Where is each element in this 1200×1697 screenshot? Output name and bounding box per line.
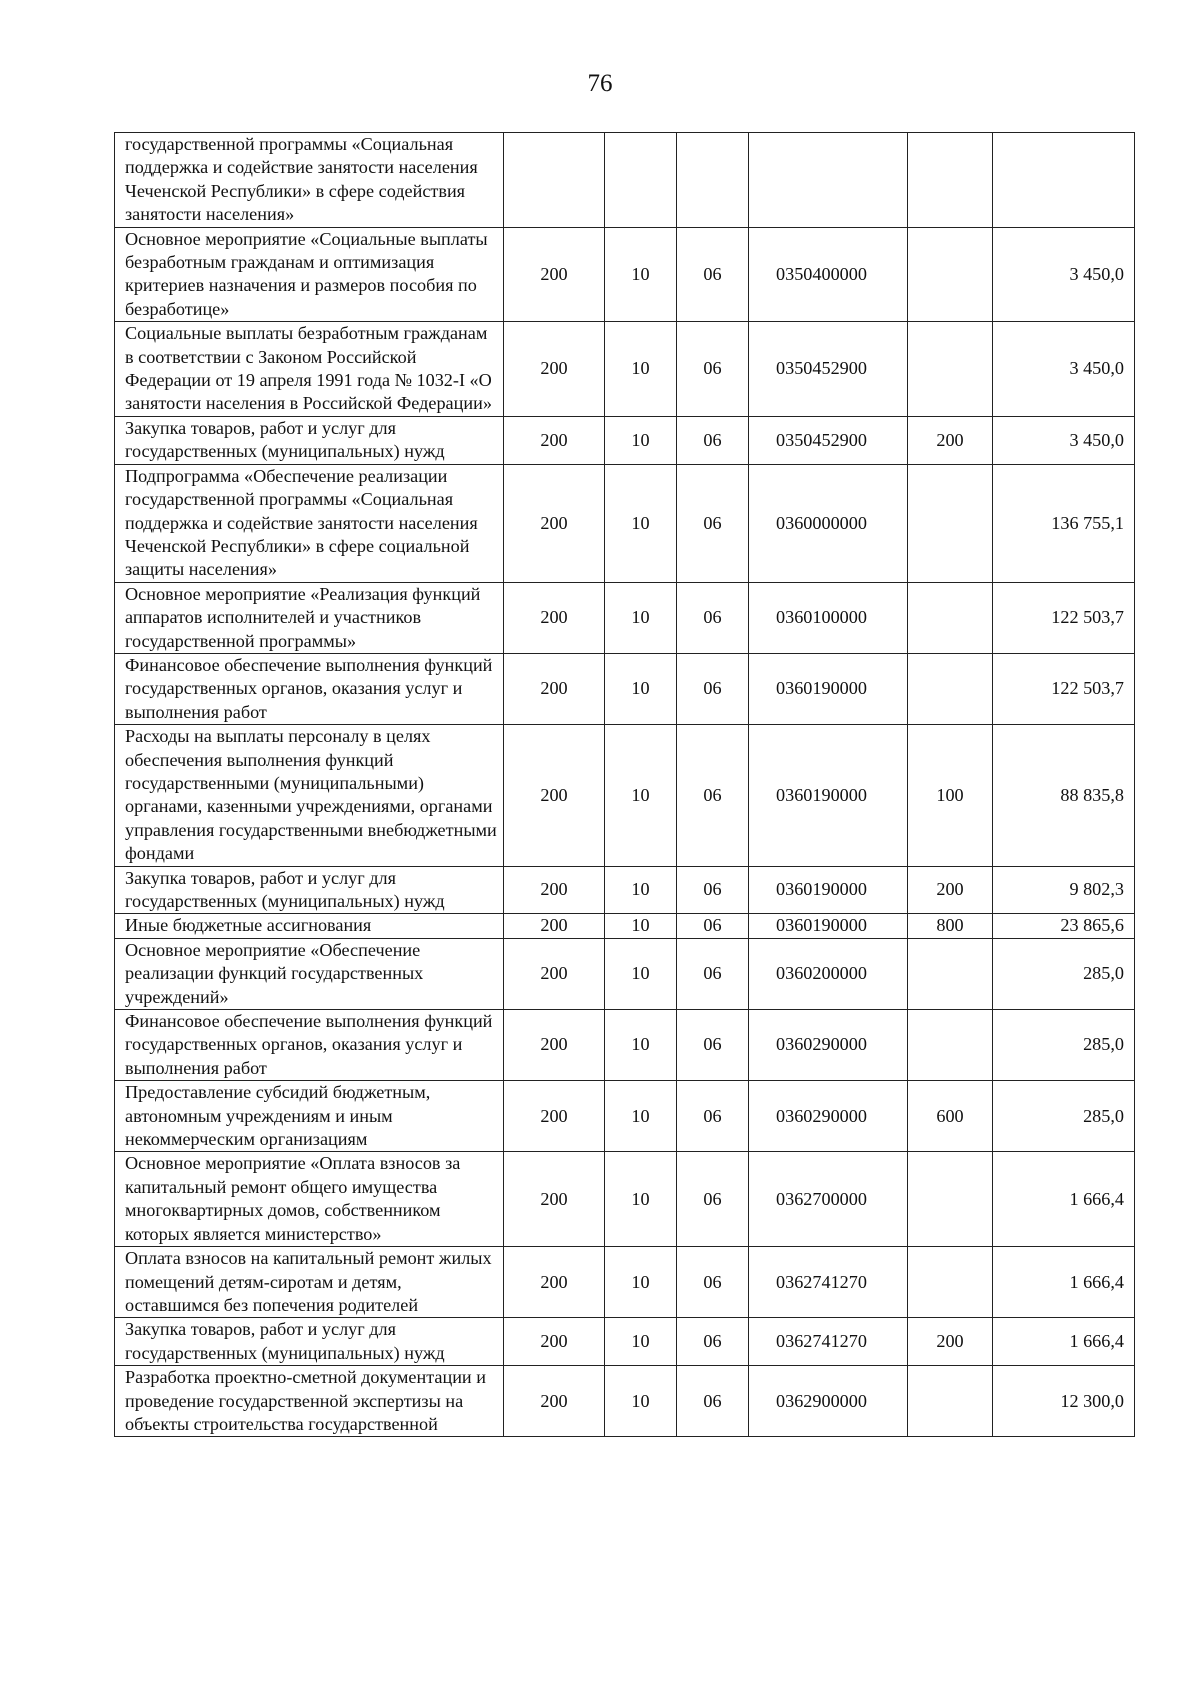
- target-article-cell: 0350400000: [749, 227, 908, 322]
- ministry-code-cell: 200: [504, 322, 605, 417]
- ministry-code-cell: 200: [504, 582, 605, 653]
- ministry-code-cell: 200: [504, 416, 605, 464]
- row-name-cell: Расходы на выплаты персоналу в целях обеспечения выполнения функций государственными (муниципальными) органами, казенными учреждениями, органами управления государственными внебюджетными фондами: [115, 725, 504, 866]
- amount-cell: 122 503,7: [993, 582, 1135, 653]
- target-article-cell: 0360290000: [749, 1081, 908, 1152]
- ministry-code-cell: 200: [504, 1152, 605, 1247]
- section-code-cell: 10: [605, 416, 677, 464]
- amount-cell: 136 755,1: [993, 464, 1135, 582]
- subsection-code-cell: [677, 133, 749, 228]
- amount-cell: 1 666,4: [993, 1152, 1135, 1247]
- expense-type-cell: 600: [908, 1081, 993, 1152]
- amount-cell: 285,0: [993, 1081, 1135, 1152]
- section-code-cell: 10: [605, 464, 677, 582]
- page-number: 76: [587, 70, 613, 97]
- target-article-cell: 0350452900: [749, 322, 908, 417]
- table-row: [115, 1152, 1135, 1247]
- row-name-cell: Финансовое обеспечение выполнения функций государственных органов, оказания услуг и выполнения работ: [115, 1010, 504, 1081]
- amount-cell: 12 300,0: [993, 1366, 1135, 1437]
- ministry-code-cell: 200: [504, 227, 605, 322]
- row-name-cell: Основное мероприятие «Социальные выплаты безработным гражданам и оптимизация критериев назначения и размеров пособия по безработице»: [115, 227, 504, 322]
- ministry-code-cell: 200: [504, 1366, 605, 1437]
- section-code-cell: 10: [605, 1010, 677, 1081]
- subsection-code-cell: 06: [677, 322, 749, 417]
- table-row: [115, 1247, 1135, 1318]
- subsection-code-cell: 06: [677, 653, 749, 724]
- ministry-code-cell: 200: [504, 725, 605, 866]
- table-row: [115, 133, 1135, 228]
- expense-type-cell: [908, 1247, 993, 1318]
- ministry-code-cell: [504, 133, 605, 228]
- amount-cell: 285,0: [993, 938, 1135, 1009]
- expense-type-cell: [908, 582, 993, 653]
- row-name-cell: Закупка товаров, работ и услуг для государственных (муниципальных) нужд: [115, 416, 504, 464]
- table-row: [115, 653, 1135, 724]
- row-name-cell: государственной программы «Социальная поддержка и содействие занятости населения Чеченской Республики» в сфере содействия занятости населения»: [115, 133, 504, 228]
- expense-type-cell: 200: [908, 416, 993, 464]
- target-article-cell: [749, 133, 908, 228]
- section-code-cell: 10: [605, 582, 677, 653]
- amount-cell: 23 865,6: [993, 914, 1135, 938]
- amount-cell: 88 835,8: [993, 725, 1135, 866]
- target-article-cell: 0350452900: [749, 416, 908, 464]
- subsection-code-cell: 06: [677, 1010, 749, 1081]
- table-row: [115, 725, 1135, 866]
- subsection-code-cell: 06: [677, 227, 749, 322]
- table-row: [115, 1366, 1135, 1437]
- subsection-code-cell: 06: [677, 1152, 749, 1247]
- subsection-code-cell: 06: [677, 725, 749, 866]
- expense-type-cell: [908, 1152, 993, 1247]
- subsection-code-cell: 06: [677, 1081, 749, 1152]
- section-code-cell: 10: [605, 1366, 677, 1437]
- table-row: [115, 914, 1135, 938]
- expense-type-cell: [908, 464, 993, 582]
- row-name-cell: Основное мероприятие «Оплата взносов за капитальный ремонт общего имущества многоквартирных домов, собственником которых является министерство»: [115, 1152, 504, 1247]
- expense-type-cell: [908, 1010, 993, 1081]
- section-code-cell: 10: [605, 322, 677, 417]
- section-code-cell: 10: [605, 725, 677, 866]
- ministry-code-cell: 200: [504, 938, 605, 1009]
- row-name-cell: Оплата взносов на капитальный ремонт жилых помещений детям-сиротам и детям, оставшимся без попечения родителей: [115, 1247, 504, 1318]
- target-article-cell: 0362700000: [749, 1152, 908, 1247]
- table-row: [115, 1010, 1135, 1081]
- amount-cell: 9 802,3: [993, 866, 1135, 914]
- section-code-cell: 10: [605, 1152, 677, 1247]
- subsection-code-cell: 06: [677, 938, 749, 1009]
- section-code-cell: [605, 133, 677, 228]
- table-row: [115, 866, 1135, 914]
- row-name-cell: Закупка товаров, работ и услуг для государственных (муниципальных) нужд: [115, 1318, 504, 1366]
- amount-cell: 3 450,0: [993, 322, 1135, 417]
- expense-type-cell: 800: [908, 914, 993, 938]
- target-article-cell: 0360190000: [749, 653, 908, 724]
- table-row: [115, 227, 1135, 322]
- expense-type-cell: 100: [908, 725, 993, 866]
- subsection-code-cell: 06: [677, 866, 749, 914]
- amount-cell: 122 503,7: [993, 653, 1135, 724]
- section-code-cell: 10: [605, 914, 677, 938]
- amount-cell: [993, 133, 1135, 228]
- table-row: [115, 938, 1135, 1009]
- section-code-cell: 10: [605, 1247, 677, 1318]
- section-code-cell: 10: [605, 227, 677, 322]
- table-row: [115, 322, 1135, 417]
- target-article-cell: 0360190000: [749, 914, 908, 938]
- section-code-cell: 10: [605, 938, 677, 1009]
- section-code-cell: 10: [605, 1318, 677, 1366]
- ministry-code-cell: 200: [504, 1010, 605, 1081]
- table-row: [115, 582, 1135, 653]
- ministry-code-cell: 200: [504, 1247, 605, 1318]
- row-name-cell: Иные бюджетные ассигнования: [115, 914, 504, 938]
- amount-cell: 285,0: [993, 1010, 1135, 1081]
- row-name-cell: Закупка товаров, работ и услуг для государственных (муниципальных) нужд: [115, 866, 504, 914]
- ministry-code-cell: 200: [504, 1318, 605, 1366]
- target-article-cell: 0360290000: [749, 1010, 908, 1081]
- amount-cell: 3 450,0: [993, 227, 1135, 322]
- section-code-cell: 10: [605, 866, 677, 914]
- row-name-cell: Предоставление субсидий бюджетным, автономным учреждениям и иным некоммерческим организациям: [115, 1081, 504, 1152]
- table-row: [115, 416, 1135, 464]
- subsection-code-cell: 06: [677, 1247, 749, 1318]
- target-article-cell: 0360190000: [749, 866, 908, 914]
- target-article-cell: 0360100000: [749, 582, 908, 653]
- expense-type-cell: [908, 133, 993, 228]
- target-article-cell: 0362900000: [749, 1366, 908, 1437]
- subsection-code-cell: 06: [677, 1366, 749, 1437]
- row-name-cell: Основное мероприятие «Обеспечение реализации функций государственных учреждений»: [115, 938, 504, 1009]
- section-code-cell: 10: [605, 1081, 677, 1152]
- row-name-cell: Разработка проектно-сметной документации и проведение государственной экспертизы на объекты строительства государственной: [115, 1366, 504, 1437]
- target-article-cell: 0360200000: [749, 938, 908, 1009]
- expense-type-cell: [908, 938, 993, 1009]
- ministry-code-cell: 200: [504, 653, 605, 724]
- row-name-cell: Подпрограмма «Обеспечение реализации государственной программы «Социальная поддержка и содействие занятости населения Чеченской Республики» в сфере социальной защиты населения»: [115, 464, 504, 582]
- expense-type-cell: [908, 1366, 993, 1437]
- row-name-cell: Финансовое обеспечение выполнения функций государственных органов, оказания услуг и выполнения работ: [115, 653, 504, 724]
- target-article-cell: 0362741270: [749, 1247, 908, 1318]
- subsection-code-cell: 06: [677, 1318, 749, 1366]
- table-row: [115, 1081, 1135, 1152]
- amount-cell: 1 666,4: [993, 1318, 1135, 1366]
- subsection-code-cell: 06: [677, 464, 749, 582]
- target-article-cell: 0360000000: [749, 464, 908, 582]
- target-article-cell: 0362741270: [749, 1318, 908, 1366]
- subsection-code-cell: 06: [677, 582, 749, 653]
- ministry-code-cell: 200: [504, 1081, 605, 1152]
- section-code-cell: 10: [605, 653, 677, 724]
- row-name-cell: Социальные выплаты безработным гражданам в соответствии с Законом Российской Федерации от 19 апреля 1991 года № 1032-I «О занятости населения в Российской Федерации»: [115, 322, 504, 417]
- expense-type-cell: 200: [908, 866, 993, 914]
- table-row: [115, 1318, 1135, 1366]
- target-article-cell: 0360190000: [749, 725, 908, 866]
- budget-table: [114, 132, 1135, 1437]
- amount-cell: 1 666,4: [993, 1247, 1135, 1318]
- expense-type-cell: [908, 653, 993, 724]
- expense-type-cell: [908, 227, 993, 322]
- ministry-code-cell: 200: [504, 866, 605, 914]
- table-row: [115, 464, 1135, 582]
- subsection-code-cell: 06: [677, 914, 749, 938]
- ministry-code-cell: 200: [504, 464, 605, 582]
- expense-type-cell: [908, 322, 993, 417]
- expense-type-cell: 200: [908, 1318, 993, 1366]
- amount-cell: 3 450,0: [993, 416, 1135, 464]
- ministry-code-cell: 200: [504, 914, 605, 938]
- subsection-code-cell: 06: [677, 416, 749, 464]
- row-name-cell: Основное мероприятие «Реализация функций аппаратов исполнителей и участников государственной программы»: [115, 582, 504, 653]
